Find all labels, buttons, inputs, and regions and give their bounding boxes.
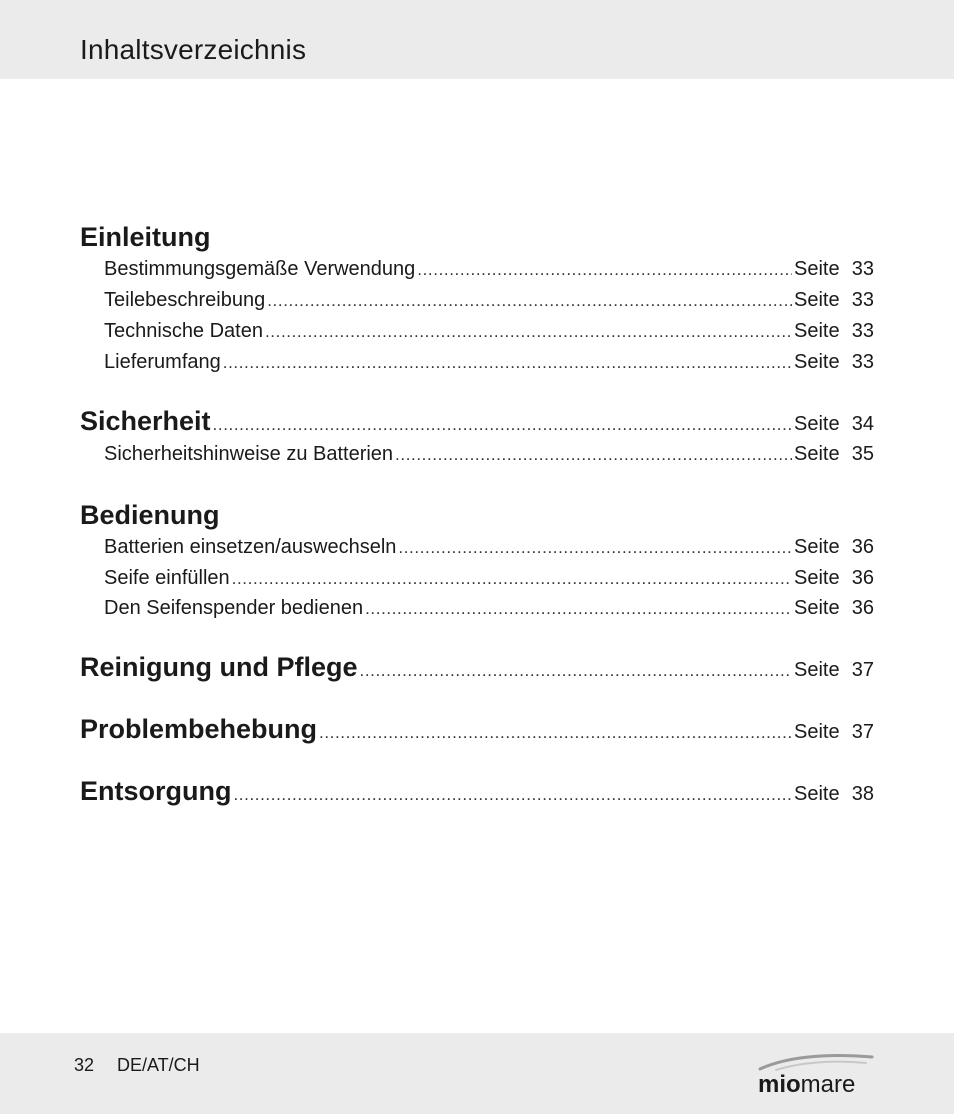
- toc-entry-seite: Seite: [794, 351, 840, 373]
- toc-heading-sicherheit: Sicherheit: [80, 406, 211, 436]
- toc-entry-technische-daten[interactable]: [0, 320, 954, 354]
- dot-leader: [267, 291, 792, 311]
- toc-entry-page: 34: [851, 413, 874, 435]
- logo-regular-part: mare: [800, 1071, 856, 1098]
- toc-entry-sicherheitshinweise-batterien[interactable]: [0, 443, 954, 477]
- page-title: Inhaltsverzeichnis: [80, 34, 307, 65]
- dot-leader: [417, 260, 792, 280]
- toc-entry-seite: Seite: [794, 289, 840, 311]
- dot-leader: [395, 445, 792, 465]
- toc-entry-seite: Seite: [794, 443, 840, 465]
- toc-entry-seite: Seite: [794, 783, 840, 805]
- dot-leader: [319, 723, 792, 743]
- toc-heading-einleitung: Einleitung: [80, 222, 211, 252]
- toc-heading-bedienung: Bedienung: [80, 500, 220, 530]
- dot-leader: [213, 415, 792, 435]
- toc-entry-problembehebung[interactable]: [0, 714, 954, 748]
- region-code: DE/AT/CH: [117, 1055, 200, 1075]
- toc-entry-label: Technische Daten: [104, 320, 263, 342]
- dot-leader: [223, 353, 792, 373]
- toc-entry-lieferumfang[interactable]: [0, 351, 954, 385]
- toc-entry-sicherheit[interactable]: [0, 406, 954, 440]
- dot-leader: [398, 538, 792, 558]
- toc-entry-page: 36: [851, 597, 874, 619]
- logo-wordmark: [758, 1071, 855, 1099]
- logo-bold-part: mio: [758, 1071, 801, 1098]
- toc-entry-seite: Seite: [794, 721, 840, 743]
- toc-entry-seite: Seite: [794, 567, 840, 589]
- logo-swoosh-icon: [756, 1051, 876, 1073]
- toc-entry-page: 33: [851, 289, 874, 311]
- toc-heading-problembehebung: Problembehebung: [80, 714, 318, 744]
- toc-entry-seite: Seite: [794, 258, 840, 280]
- page-number: 32: [74, 1055, 95, 1075]
- miomare-logo: [756, 1051, 876, 1099]
- dot-leader: [232, 569, 792, 589]
- toc-entry-entsorgung[interactable]: [0, 776, 954, 810]
- toc-entry-teilebeschreibung[interactable]: [0, 289, 954, 323]
- toc-entry-label: Sicherheitshinweise zu Batterien: [104, 443, 394, 465]
- toc-entry-label: Lieferumfang: [104, 351, 221, 373]
- toc-entry-batterien-einsetzen[interactable]: [0, 536, 954, 570]
- toc-entry-bestimmungsgemaesse-verwendung[interactable]: [0, 258, 954, 292]
- toc-entry-page: 37: [851, 659, 874, 681]
- toc-entry-page: 35: [851, 443, 874, 465]
- toc-entry-seite: Seite: [794, 659, 840, 681]
- dot-leader: [233, 785, 792, 805]
- page-footer: [0, 1033, 954, 1114]
- toc-heading-entsorgung: Entsorgung: [80, 776, 232, 806]
- toc-entry-page: 33: [851, 351, 874, 373]
- toc-entry-seite: Seite: [794, 597, 840, 619]
- dot-leader: [360, 661, 793, 681]
- dot-leader: [265, 322, 792, 342]
- toc-entry-seite: Seite: [794, 536, 840, 558]
- toc-entry-page: 33: [851, 320, 874, 342]
- toc-entry-label: Batterien einsetzen/auswechseln: [104, 536, 397, 558]
- toc-entry-page: 38: [851, 783, 874, 805]
- toc-entry-label: Teilebeschreibung: [104, 289, 266, 311]
- toc-entry-label: Seife einfüllen: [104, 567, 230, 589]
- toc-entry-seife-einfuellen[interactable]: [0, 567, 954, 601]
- toc-entry-page: 36: [851, 536, 874, 558]
- toc-entry-page: 37: [851, 721, 874, 743]
- toc-entry-reinigung-und-pflege[interactable]: [0, 652, 954, 686]
- dot-leader: [365, 599, 792, 619]
- toc-entry-seifenspender-bedienen[interactable]: [0, 597, 954, 631]
- toc-entry-seite: Seite: [794, 320, 840, 342]
- toc-entry-page: 36: [851, 567, 874, 589]
- toc-heading-reinigung: Reinigung und Pflege: [80, 652, 358, 682]
- toc-entry-label: Den Seifenspender bedienen: [104, 597, 364, 619]
- toc-entry-page: 33: [851, 258, 874, 280]
- toc-entry-seite: Seite: [794, 413, 840, 435]
- toc-entry-label: Bestimmungsgemäße Verwendung: [104, 258, 416, 280]
